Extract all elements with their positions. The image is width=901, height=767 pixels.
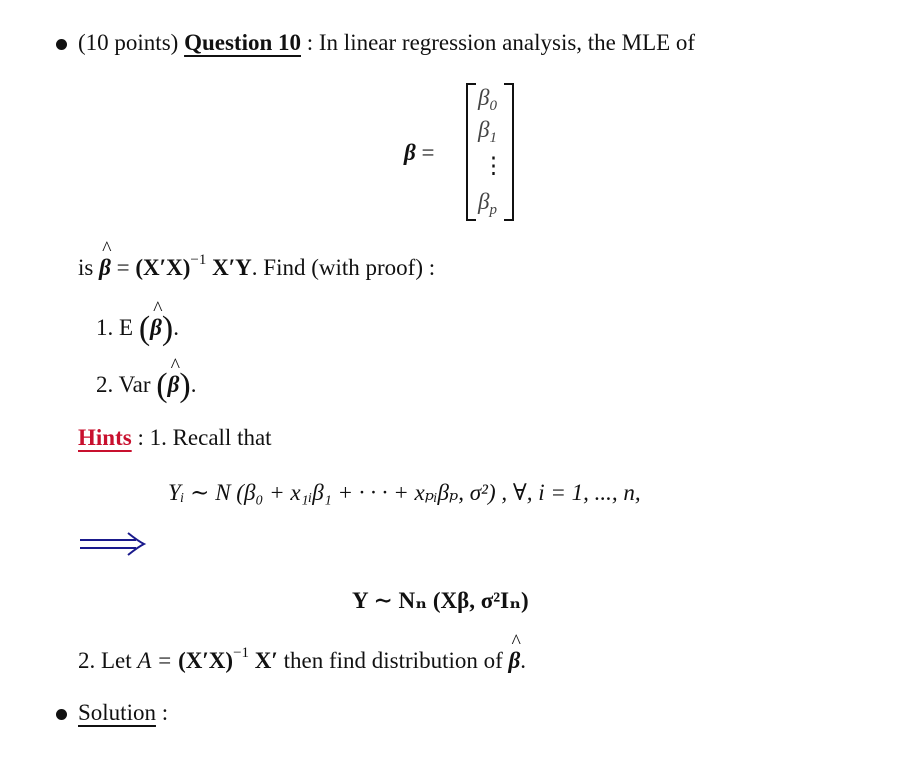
xty: X′Y xyxy=(212,255,252,280)
hints-label: Hints xyxy=(78,425,132,450)
multivariate-distribution: Y ∼ Nₙ (Xβ, σ²Iₙ) xyxy=(352,588,529,613)
beta-vector-matrix xyxy=(466,83,514,221)
step2-line: 2. Let $A = (X'X)^{-1}$ X′ then find distribution of ^ β. xyxy=(78,648,526,674)
hints-line: Hints : 1. Recall that xyxy=(78,425,272,450)
mle-line: is ^ $\beta = (X'X)^{-1}$ X′Y. Find (with proof) : xyxy=(78,255,435,281)
implies-arrow-icon xyxy=(78,531,148,557)
item-variance: 2. Var (^ β). xyxy=(96,372,196,398)
xtx: (X′X) xyxy=(135,255,191,280)
question-intro: : In linear regression analysis, the MLE of xyxy=(306,30,696,55)
vector-entry-dots: ⋮ xyxy=(482,153,505,178)
vector-entry-p: $\beta_p$ xyxy=(478,189,497,218)
question-label: Question 10 xyxy=(184,30,301,55)
solution-label: Solution xyxy=(78,700,156,725)
vector-lhs: β = xyxy=(404,140,435,165)
question-line xyxy=(78,30,695,56)
bullet-solution xyxy=(56,709,67,720)
item-expectation: 1. E (^ β). xyxy=(96,315,179,341)
solution-line: Solution : xyxy=(78,700,169,725)
vector-entry-0: $\beta_0$ xyxy=(478,85,497,114)
beta-hat: ^ β xyxy=(99,255,111,281)
question-points: (10 points) xyxy=(78,30,179,55)
vector-entry-1: $\beta_1$ xyxy=(478,117,497,146)
bullet-question xyxy=(56,39,67,50)
univariate-distribution: Yᵢ ∼ N (β₀ + x₁ᵢβ₁ + · · · + xₚᵢβₚ, σ²) , ∀, i = 1, ..., n, xyxy=(168,480,641,505)
